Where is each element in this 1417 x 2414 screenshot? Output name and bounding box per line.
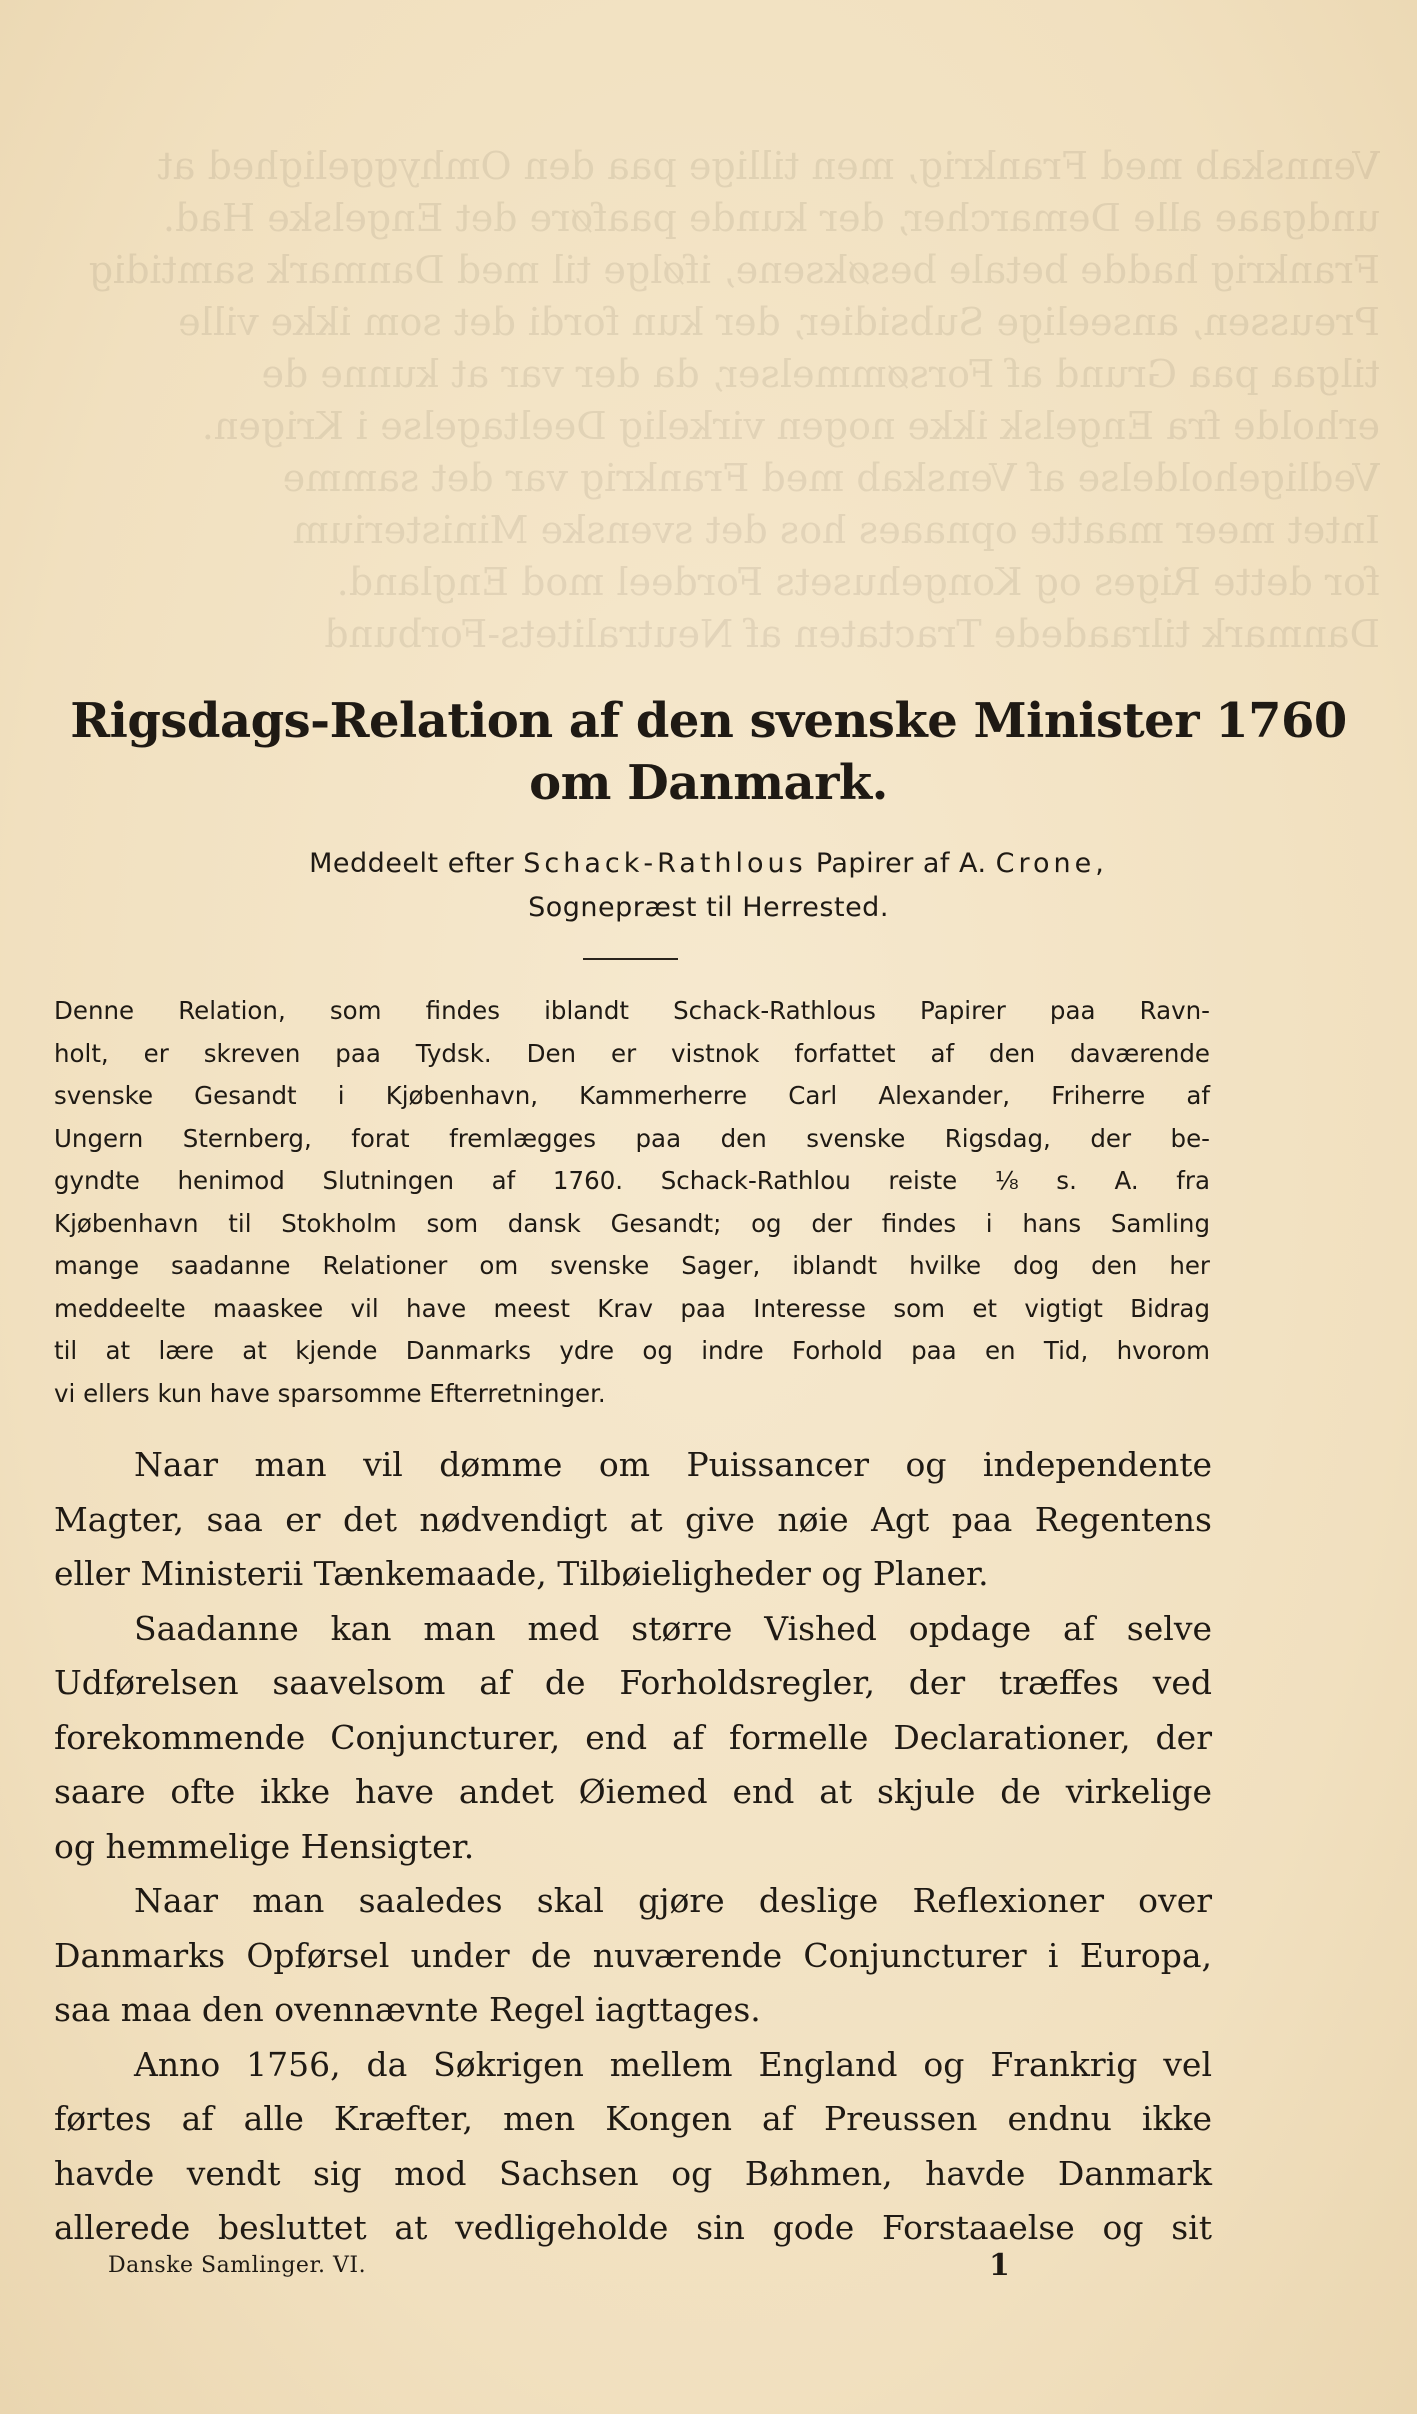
body-line: Udførelsen saavelsom af de Forholdsregler, der træffes ved [54, 1663, 1212, 1702]
intro-line: gyndte henimod Slutningen af 1760. Schack-Rathlou reiste ⅟₈ s. A. fra [54, 1166, 1210, 1195]
signature-mark: Danske Samlinger. VI. [108, 2253, 367, 2278]
intro-line: holt, er skreven paa Tydsk. Den er vistnok forfattet af den daværende [54, 1038, 1210, 1068]
body-line: forekommende Conjuncturer, end af formelle Declarationer, der [54, 1717, 1212, 1757]
main-text [54, 1438, 1212, 2256]
reverse-side-bleed-through: Vennskab med Frankrig, men tillige paa den Omhyggelighed at undgaae alle Demarcher, der kunde paaføre det Engelske Had. Frankrig hadde betale besøksene, ifølge til med Danmark samtidig Preussen, anseelige Subsidier, der kun fordi det som ikke ville tilgaa paa Grund af Forsømmelser, da der var at kunne de erholde fra Engelsk ikke nogen virkelig Deeltagelse i Krigen. Vedligeholdelse af Venskab med Frankrig var det samme Intet meer maatte opnaaes hos det svenske Ministerium for dette Riges og Kongehusets Fordeel mod England. Danmark tilraadede Tractaten af Neutralitets-Forbund [88, 144, 1380, 656]
title-line-2: om Danmark. [529, 755, 888, 811]
editorial-introduction [54, 990, 1210, 1415]
body-line: Naar man vil dømme om Puissancer og independente [134, 1445, 1212, 1484]
credit-name-crone: Crone, [995, 848, 1108, 879]
credit-line-2: Sognepræst til Herrested. [528, 892, 889, 923]
body-line: eller Ministerii Tænkemaade, Tilbøieligheder og Planer. [54, 1554, 989, 1593]
body-line: Danmarks Opførsel under de nuværende Conjuncturer i Europa, [54, 1935, 1212, 1975]
intro-line: vi ellers kun have sparsomme Efterretninger. [54, 1378, 606, 1408]
credit-middle: Papirer af A. [806, 848, 996, 879]
body-line: og hemmelige Hensigter. [54, 1826, 475, 1866]
intro-line: til at lære at kjende Danmarks ydre og indre Forhold paa en Tid, hvorom [54, 1336, 1210, 1365]
body-line: Magter, saa er det nødvendigt at give nøie Agt paa Regentens [54, 1499, 1212, 1539]
credit-prefix: Meddeelt efter [309, 848, 524, 879]
body-line: saare ofte ikke have andet Øiemed end at skjule de virkelige [54, 1772, 1212, 1811]
section-divider-rule [583, 958, 678, 960]
intro-line: Denne Relation, som findes iblandt Schack-Rathlous Papirer paa Ravn- [54, 996, 1210, 1025]
intro-line: meddeelte maaskee vil have meest Krav paa Interesse som et vigtigt Bidrag [54, 1293, 1210, 1323]
intro-line: Ungern Sternberg, forat fremlægges paa den svenske Rigsdag, der be- [54, 1123, 1210, 1153]
author-credit [0, 842, 1417, 930]
body-line: havde vendt sig mod Sachsen og Bøhmen, havde Danmark [54, 2153, 1212, 2193]
signature-number: 1 [989, 2248, 1010, 2283]
intro-line: mange saadanne Relationer om svenske Sager, iblandt hvilke dog den her [54, 1251, 1210, 1280]
body-line: Naar man saaledes skal gjøre deslige Reflexioner over [134, 1881, 1212, 1920]
body-line: Anno 1756, da Søkrigen mellem England og Frankrig vel [134, 2044, 1212, 2084]
credit-line-1 [0, 842, 1417, 886]
intro-line: Kjøbenhavn til Stokholm som dansk Gesandt; og der findes i hans Samling [54, 1208, 1210, 1238]
body-line: førtes af alle Kræfter, men Kongen af Preussen endnu ikke [54, 2099, 1212, 2138]
title-line-1: Rigsdags-Relation af den svenske Minister 1760 [70, 693, 1347, 749]
credit-name-schack-rathlou: Schack-Rathlous [523, 848, 807, 879]
body-line: saa maa den ovennævnte Regel iagttages. [54, 1990, 761, 2029]
body-line: Saadanne kan man med større Vished opdage af selve [134, 1608, 1212, 1648]
body-line: allerede besluttet at vedligeholde sin gode Forstaaelse og sit [54, 2208, 1212, 2247]
intro-line: svenske Gesandt i Kjøbenhavn, Kammerherre Carl Alexander, Friherre af [54, 1081, 1210, 1110]
document-title [0, 690, 1417, 814]
